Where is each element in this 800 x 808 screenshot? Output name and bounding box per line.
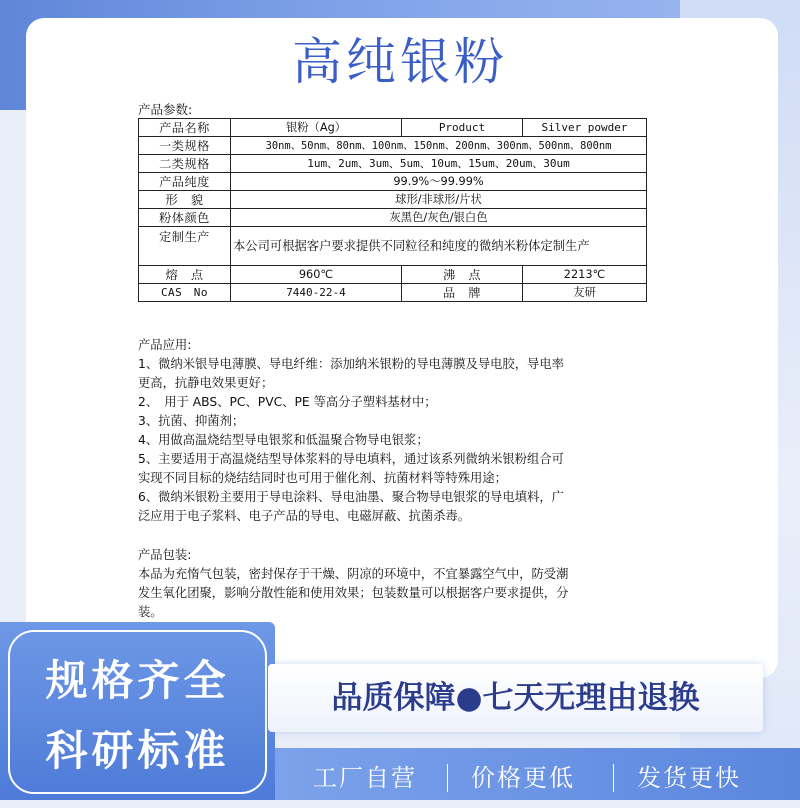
row-value: 99.9%～99.99% bbox=[231, 173, 647, 191]
cas-value: 7440-22-4 bbox=[231, 284, 402, 302]
row-label: 产品纯度 bbox=[139, 173, 231, 191]
table-row bbox=[139, 173, 647, 191]
brand-value: 友研 bbox=[523, 284, 647, 302]
packaging-line: 本品为充惰气包装，密封保存于干燥、阴凉的环境中，不宜暴露空气中，防受潮 bbox=[138, 567, 569, 581]
application-line: 6、微纳米银粉主要用于导电涂料、导电油墨、聚合物导电银浆的导电填料，广 bbox=[138, 490, 564, 504]
row-label: 品 牌 bbox=[402, 284, 523, 302]
badge-line-2: 科研标准 bbox=[45, 726, 230, 775]
row-value: 灰黑色/灰色/银白色 bbox=[231, 209, 647, 227]
row-label: 沸 点 bbox=[402, 266, 523, 284]
feature-badge bbox=[0, 622, 275, 800]
row-label: 粉体颜色 bbox=[139, 209, 231, 227]
application-line: 2、 用于 ABS、PC、PVC、PE 等高分子塑料基材中； bbox=[138, 395, 437, 409]
table-row bbox=[139, 284, 647, 302]
row-value: 本公司可根据客户要求提供不同粒径和纯度的微纳米粉体定制生产 bbox=[231, 227, 647, 266]
melting-point-value: 960℃ bbox=[231, 266, 402, 284]
strip-divider bbox=[613, 764, 614, 792]
strip-divider bbox=[447, 764, 448, 792]
table-row bbox=[139, 155, 647, 173]
strip-item-price: 价格更低 bbox=[471, 764, 575, 792]
application-heading: 产品应用: bbox=[138, 338, 192, 352]
packaging-section bbox=[138, 546, 652, 622]
spec-table bbox=[138, 118, 647, 302]
row-label: 定制生产 bbox=[139, 227, 231, 266]
boiling-point-value: 2213℃ bbox=[523, 266, 647, 284]
row-label: 二类规格 bbox=[139, 155, 231, 173]
params-label: 产品参数: bbox=[138, 102, 193, 117]
row-label: 形 貌 bbox=[139, 191, 231, 209]
packaging-heading: 产品包装: bbox=[138, 548, 192, 562]
quality-text: 品质保障●七天无理由退换 bbox=[331, 680, 700, 716]
application-line: 4、用做高温烧结型导电银浆和低温聚合物导电银浆； bbox=[138, 433, 429, 447]
packaging-line: 装。 bbox=[138, 605, 163, 619]
strip-item-factory: 工厂自营 bbox=[313, 764, 417, 792]
product-name-en: Silver powder bbox=[523, 119, 647, 137]
application-line: 更高，抗静电效果更好； bbox=[138, 376, 274, 390]
table-row bbox=[139, 137, 647, 155]
row-label: CAS No bbox=[139, 284, 231, 302]
product-name-cn: 银粉（Ag） bbox=[231, 119, 402, 137]
table-row bbox=[139, 227, 647, 266]
product-label-en: Product bbox=[402, 119, 523, 137]
packaging-line: 发生氧化团聚，影响分散性能和使用效果；包装数量可以根据客户要求提供，分 bbox=[138, 586, 569, 600]
row-value: 1um、2um、3um、5um、10um、15um、20um、30um bbox=[231, 155, 647, 173]
application-line: 3、抗菌、抑菌剂； bbox=[138, 414, 245, 428]
application-section bbox=[138, 336, 652, 526]
row-label: 一类规格 bbox=[139, 137, 231, 155]
row-label: 产品名称 bbox=[139, 119, 231, 137]
table-row bbox=[139, 266, 647, 284]
strip-item-shipping: 发货更快 bbox=[637, 764, 741, 792]
service-strip bbox=[275, 748, 800, 800]
application-line: 泛应用于电子浆料、电子产品的导电、电磁屏蔽、抗菌杀毒。 bbox=[138, 509, 471, 523]
row-value: 球形/非球形/片状 bbox=[231, 191, 647, 209]
table-row bbox=[139, 209, 647, 227]
application-line: 5、主要适用于高温烧结型导体浆料的导电填料，通过该系列微纳米银粉组合可 bbox=[138, 452, 564, 466]
row-label: 熔 点 bbox=[139, 266, 231, 284]
application-line: 实现不同目标的烧结结同时也可用于催化剂、抗菌材料等特殊用途； bbox=[138, 471, 507, 485]
application-line: 1、微纳米银导电薄膜、导电纤维：添加纳米银粉的导电薄膜及导电胶，导电率 bbox=[138, 357, 564, 371]
badge-line-1: 规格齐全 bbox=[45, 656, 230, 705]
table-row bbox=[139, 119, 647, 137]
table-row bbox=[139, 191, 647, 209]
page-title: 高纯银粉 bbox=[292, 33, 508, 91]
row-value: 30nm、50nm、80nm、100nm、150nm、200nm、300nm、500nm、800nm bbox=[231, 137, 647, 155]
quality-banner bbox=[268, 664, 763, 732]
